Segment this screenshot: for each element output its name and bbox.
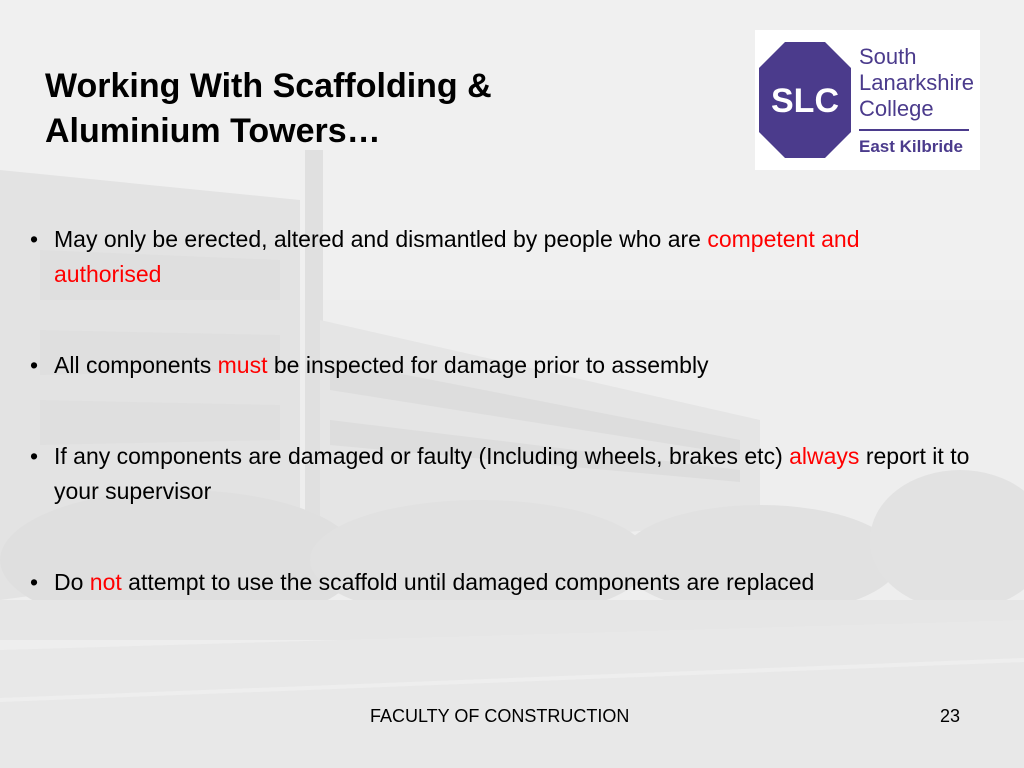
bullet-list [30,222,970,600]
logo-name-line-3: College [859,96,934,121]
slide-title-line-2: Aluminium Towers… [45,112,381,150]
college-logo [755,30,980,170]
logo-campus: East Kilbride [859,137,963,156]
bullet-text: Do [54,569,90,595]
bullet-text: All components [54,352,218,378]
bullet-emphasis: must [217,352,268,378]
bullet-text: If any components are damaged or faulty (Including wheels, brakes etc) [54,443,790,469]
slide-title [45,64,492,154]
bullet-item [30,348,970,383]
bullet-text: May only be erected, altered and dismantled by people who are [54,226,708,252]
bullet-emphasis: always [789,443,860,469]
bullet-emphasis: not [89,569,122,595]
logo-name-line-1: South [859,44,917,69]
logo-abbreviation: SLC [771,82,839,120]
bullet-text: report it to your supervisor [54,443,970,504]
logo-name-line-2: Lanarkshire [859,70,974,95]
bullet-marker: • [30,443,39,469]
bullet-text: attempt to use the scaffold until damaged components are replaced [121,569,815,595]
bullet-marker: • [30,569,39,595]
bullet-item [30,222,970,292]
bullet-marker: • [30,226,39,252]
bullet-emphasis: competent and authorised [54,226,860,287]
bullet-item [30,565,970,600]
footer-label: FACULTY OF CONSTRUCTION [370,706,630,726]
bullet-text: be inspected for damage prior to assembly [267,352,709,378]
page-number: 23 [940,706,961,726]
slide-title-line-1: Working With Scaffolding & [45,67,492,105]
bullet-item [30,439,970,509]
bullet-marker: • [30,352,39,378]
